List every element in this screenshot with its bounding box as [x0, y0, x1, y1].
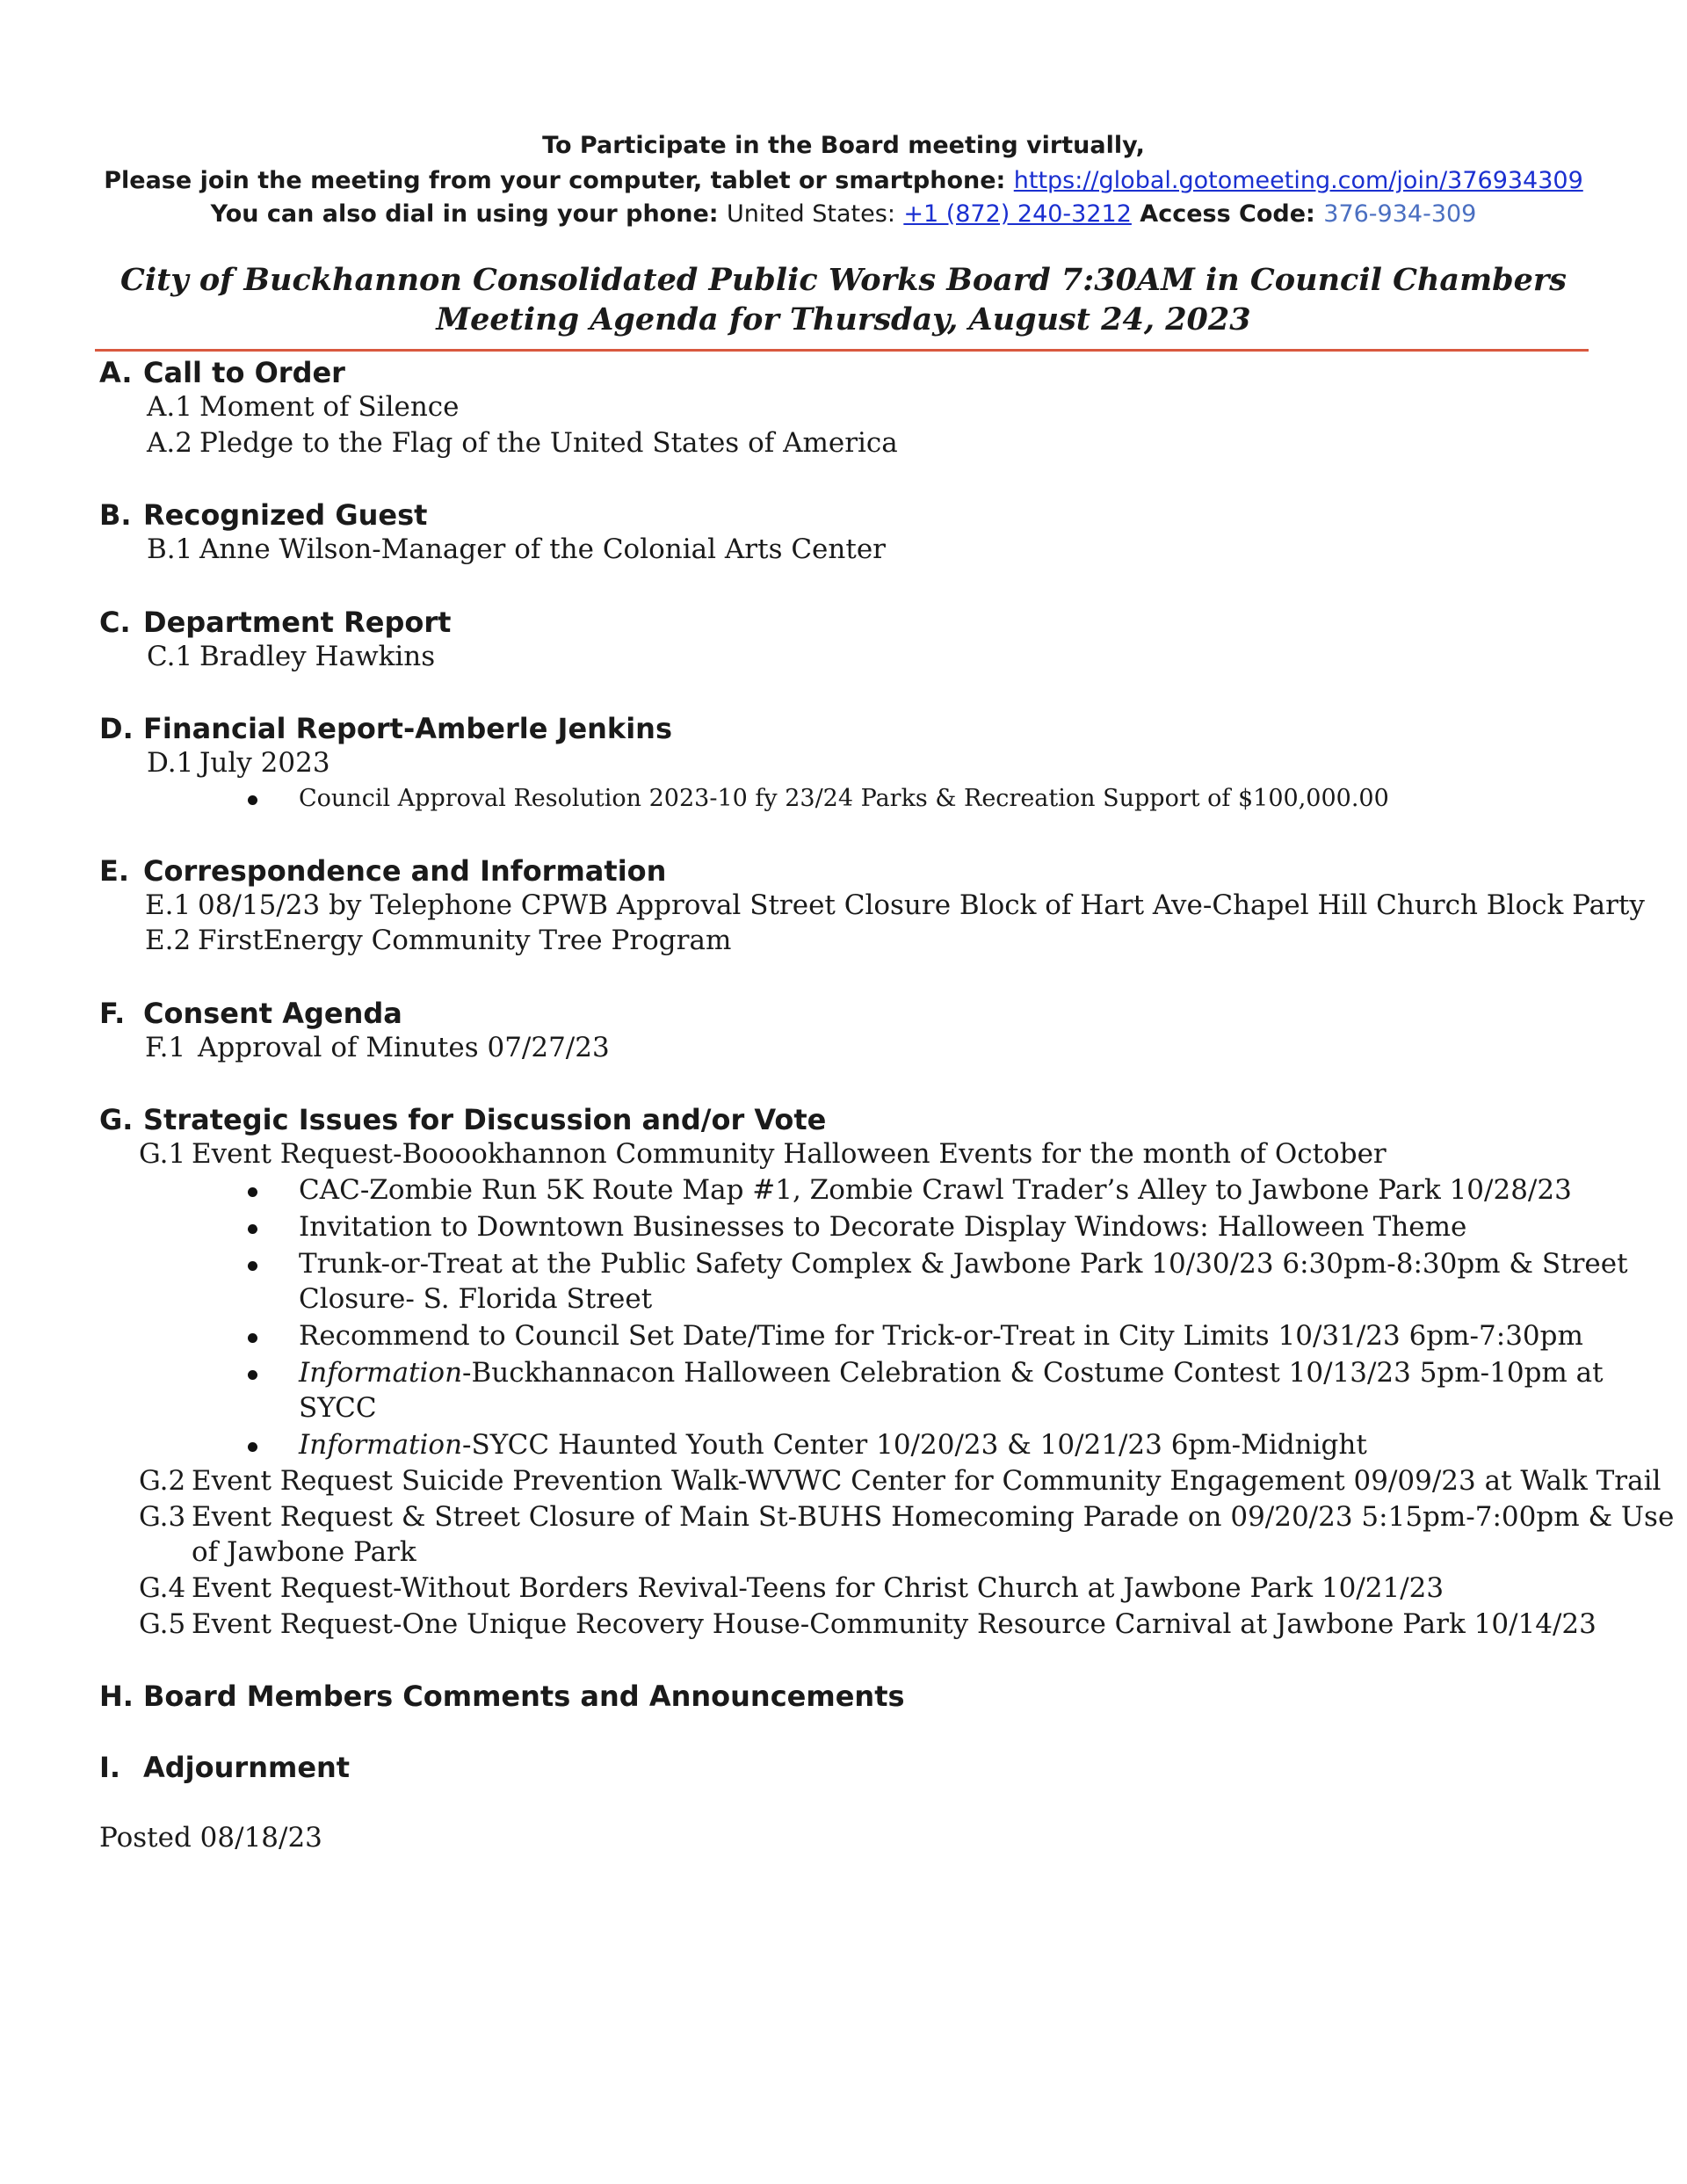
item-number: G.4 [139, 1572, 186, 1604]
item-text: Approval of Minutes 07/27/23 [198, 1032, 610, 1063]
item-number: C.1 [147, 641, 193, 672]
section-title: Strategic Issues for Discussion and/or Vote [143, 1103, 827, 1136]
section-letter: G. [99, 1103, 134, 1136]
item-number: A.2 [147, 427, 192, 459]
bullet-item [299, 1357, 1604, 1389]
agenda-item [139, 1572, 1444, 1604]
agenda-item [145, 889, 1645, 921]
bullet-icon [248, 1224, 257, 1234]
section-correspondence [99, 854, 666, 888]
section-letter: B. [99, 498, 132, 532]
item-text: Pledge to the Flag of the United States of America [199, 427, 898, 459]
item-text: Moment of Silence [199, 391, 460, 423]
section-consent-agenda [99, 997, 402, 1030]
section-title: Call to Order [143, 356, 345, 389]
item-number: E.2 [145, 925, 192, 956]
agenda-item [147, 391, 460, 423]
item-text: Event Request-One Unique Recovery House-Community Resource Carnival at Jawbone Park 10/14/23 [192, 1608, 1596, 1640]
bullet-item [299, 1429, 1367, 1461]
bullet-item-continuation: SYCC [299, 1392, 377, 1424]
bullet-icon [248, 1370, 257, 1380]
bullet-text: -SYCC Haunted Youth Center 10/20/23 & 10/21/23 6pm-Midnight [462, 1429, 1367, 1461]
bullet-icon [248, 1333, 257, 1343]
bullet-item: Recommend to Council Set Date/Time for Trick-or-Treat in City Limits 10/31/23 6pm-7:30pm [299, 1320, 1583, 1352]
item-number: D.1 [147, 747, 194, 779]
section-department-report [99, 606, 451, 639]
italic-label: Information [299, 1429, 463, 1461]
phone-link[interactable]: +1 (872) 240-3212 [903, 200, 1132, 228]
section-board-comments [99, 1680, 905, 1713]
agenda-item [147, 533, 886, 565]
section-title: Adjournment [143, 1751, 351, 1784]
section-title: Department Report [143, 606, 452, 639]
bullet-icon [248, 1442, 257, 1452]
bullet-item-continuation: Closure- S. Florida Street [299, 1283, 653, 1315]
section-adjournment [99, 1751, 350, 1784]
heading-text: To Participate in the Board meeting virtually, [542, 132, 1145, 159]
section-letter: D. [99, 712, 134, 745]
join-label: Please join the meeting from your computer, tablet or smartphone: [104, 167, 1006, 194]
section-letter: F. [99, 997, 126, 1030]
access-code: 376-934-309 [1323, 200, 1477, 228]
section-letter: H. [99, 1680, 134, 1713]
item-number: G.1 [139, 1138, 186, 1170]
meeting-link[interactable]: https://global.gotomeeting.com/join/376934309 [1013, 167, 1583, 194]
section-financial-report [99, 712, 672, 745]
section-title: Board Members Comments and Announcements [143, 1680, 905, 1713]
item-text: 08/15/23 by Telephone CPWB Approval Street Closure Block of Hart Ave-Chapel Hill Church Block Party [198, 889, 1645, 921]
bullet-item: Council Approval Resolution 2023-10 fy 23/24 Parks & Recreation Support of $100,000.00 [299, 785, 1389, 812]
agenda-item [139, 1501, 1674, 1533]
item-text: Event Request Suicide Prevention Walk-WVWC Center for Community Engagement 09/09/23 at Walk Trail [192, 1465, 1662, 1497]
section-title: Recognized Guest [143, 498, 428, 532]
section-title: Correspondence and Information [143, 854, 667, 888]
join-line [0, 167, 1687, 194]
agenda-item [139, 1465, 1661, 1497]
section-strategic-issues [99, 1103, 826, 1136]
access-code-label: Access Code: [1140, 200, 1315, 228]
bullet-item: CAC-Zombie Run 5K Route Map #1, Zombie Crawl Trader’s Alley to Jawbone Park 10/28/23 [299, 1174, 1572, 1206]
section-letter: E. [99, 854, 130, 888]
title-divider [95, 349, 1589, 352]
dial-in-line [0, 200, 1687, 228]
bullet-icon [248, 795, 257, 805]
section-title: Consent Agenda [143, 997, 402, 1030]
bullet-item: Trunk-or-Treat at the Public Safety Complex & Jawbone Park 10/30/23 6:30pm-8:30pm & Street [299, 1248, 1628, 1280]
bullet-text: -Buckhannacon Halloween Celebration & Costume Contest 10/13/23 5pm-10pm at [462, 1357, 1604, 1389]
posted-date: Posted 08/18/23 [99, 1822, 322, 1854]
item-text: Bradley Hawkins [199, 641, 436, 672]
agenda-item [147, 747, 330, 779]
agenda-item [145, 925, 731, 956]
section-recognized-guest [99, 498, 427, 532]
document-subtitle: Meeting Agenda for Thursday, August 24, 2023 [436, 301, 1251, 337]
agenda-item [139, 1138, 1387, 1170]
agenda-item [147, 427, 898, 459]
item-text: July 2023 [199, 747, 330, 779]
item-number: F.1 [145, 1032, 186, 1063]
bullet-icon [248, 1261, 257, 1271]
italic-label: Information [299, 1357, 463, 1389]
bullet-item: Invitation to Downtown Businesses to Decorate Display Windows: Halloween Theme [299, 1211, 1467, 1243]
section-letter: A. [99, 356, 133, 389]
section-call-to-order [99, 356, 345, 389]
item-number: E.1 [145, 889, 192, 921]
agenda-item [147, 641, 435, 672]
item-number: G.5 [139, 1608, 186, 1640]
section-letter: I. [99, 1751, 121, 1784]
agenda-item-continuation: of Jawbone Park [192, 1536, 416, 1568]
item-text: FirstEnergy Community Tree Program [198, 925, 732, 956]
section-letter: C. [99, 606, 131, 639]
item-text: Event Request-Booookhannon Community Halloween Events for the month of October [192, 1138, 1387, 1170]
item-number: G.3 [139, 1501, 186, 1533]
virtual-participation-heading [0, 132, 1687, 159]
item-number: G.2 [139, 1465, 186, 1497]
section-title: Financial Report-Amberle Jenkins [143, 712, 672, 745]
dial-in-label: You can also dial in using your phone: [210, 200, 719, 228]
agenda-item [139, 1608, 1596, 1640]
item-text: Anne Wilson-Manager of the Colonial Arts Center [199, 533, 886, 565]
document-title: City of Buckhannon Consolidated Public Works Board 7:30AM in Council Chambers [119, 262, 1568, 298]
item-text: Event Request-Without Borders Revival-Teens for Christ Church at Jawbone Park 10/21/23 [192, 1572, 1444, 1604]
bullet-icon [248, 1187, 257, 1197]
agenda-item [145, 1032, 610, 1063]
item-text: Event Request & Street Closure of Main St-BUHS Homecoming Parade on 09/20/23 5:15pm-7:00pm & Use [192, 1501, 1675, 1533]
item-number: B.1 [147, 533, 193, 565]
dial-in-country: United States: [726, 200, 895, 228]
item-number: A.1 [147, 391, 192, 423]
